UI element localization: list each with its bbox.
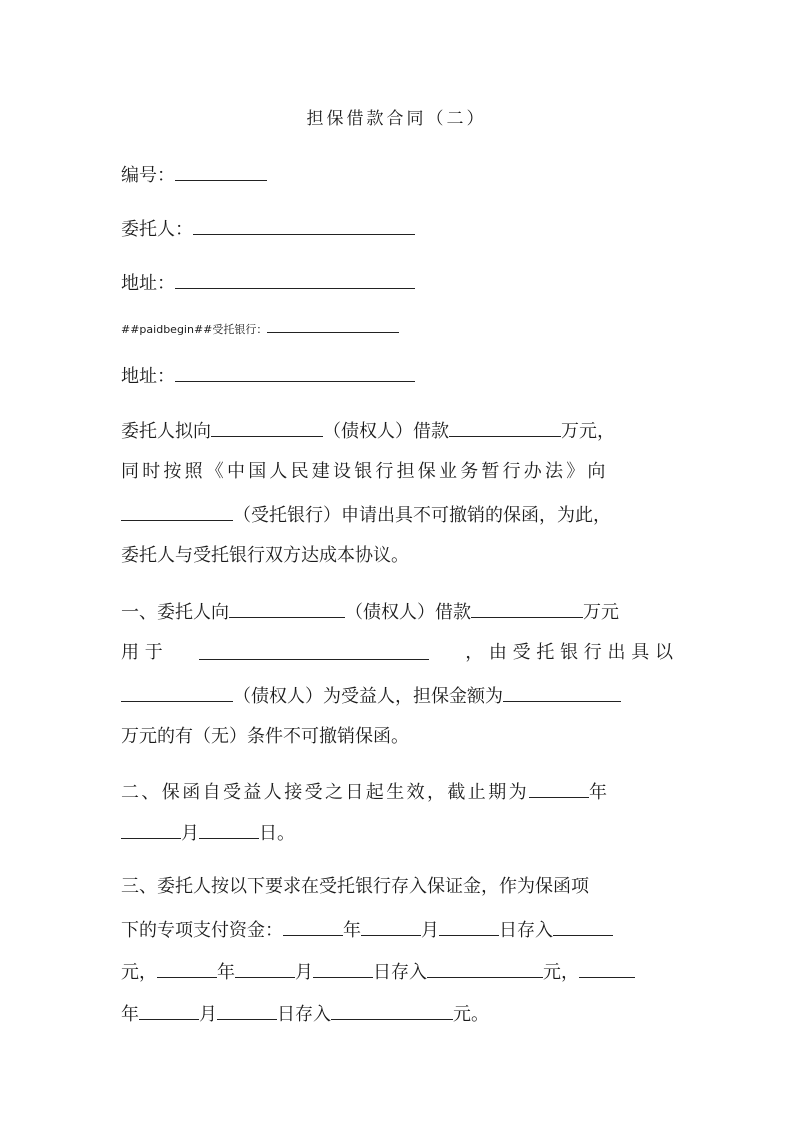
clause1-amount-blank[interactable] — [471, 599, 583, 618]
document-title: 担保借款合同（二） — [306, 109, 487, 129]
intro-line-1 — [121, 418, 615, 444]
clause2-line-2 — [121, 820, 295, 846]
clause3-text: 元。 — [453, 1004, 489, 1025]
clause3-line-1: 三、委托人按以下要求在受托银行存入保证金，作为保函项 — [121, 876, 589, 897]
clause1-creditor-blank[interactable] — [229, 599, 345, 618]
deposit1-amount-blank[interactable] — [553, 917, 613, 936]
address2-blank[interactable] — [175, 363, 415, 382]
clause1-text: 万元 — [583, 602, 619, 623]
address2-field — [121, 363, 415, 389]
address2-label: 地址： — [121, 366, 175, 387]
clause3-text: 年 — [343, 920, 361, 941]
expiry-month-blank[interactable] — [121, 820, 181, 839]
clause3-text: 日存入 — [277, 1004, 331, 1025]
clause2-text: 月 — [181, 823, 199, 844]
clause3-text: 月 — [295, 962, 313, 983]
intro-text: （受托银行）申请出具不可撤销的保函，为此， — [233, 505, 611, 526]
intro-text: （债权人）借款 — [323, 421, 449, 442]
deposit2-year-blank[interactable] — [157, 959, 217, 978]
beneficiary-blank[interactable] — [121, 683, 233, 702]
expiry-day-blank[interactable] — [199, 820, 259, 839]
expiry-year-blank[interactable] — [529, 779, 589, 798]
deposit2-month-blank[interactable] — [235, 959, 295, 978]
trustee-bank-blank[interactable] — [267, 321, 399, 333]
clause3-text: 下的专项支付资金： — [121, 920, 283, 941]
deposit1-day-blank[interactable] — [439, 917, 499, 936]
clause3-line-3 — [121, 959, 635, 985]
intro-text: 万元， — [561, 421, 615, 442]
creditor-blank[interactable] — [211, 418, 323, 437]
clause1-text: （债权人）借款 — [345, 602, 471, 623]
clause2-text: 二、保函自受益人接受之日起生效，截止期为 — [121, 782, 529, 803]
purpose-blank[interactable] — [199, 641, 429, 660]
trustee-bank-field — [121, 321, 399, 337]
number-label: 编号： — [121, 165, 175, 186]
clause3-text: 元， — [121, 962, 157, 983]
guarantee-amount-blank[interactable] — [503, 683, 621, 702]
loan-amount-blank[interactable] — [449, 418, 561, 437]
intro-text: 委托人拟向 — [121, 421, 211, 442]
clause3-text: 年 — [217, 962, 235, 983]
clause1-text: 用 于 — [121, 642, 163, 663]
clause3-text: 年 — [121, 1004, 139, 1025]
intro-line-3 — [121, 502, 611, 528]
clause2-text: 年 — [589, 782, 610, 803]
clause3-text: 日存入 — [499, 920, 553, 941]
principal-field — [121, 216, 415, 242]
number-field — [121, 162, 267, 188]
clause1-text: （债权人）为受益人，担保金额为 — [233, 686, 503, 707]
clause3-text: 月 — [199, 1004, 217, 1025]
clause2-line-1 — [121, 779, 609, 805]
clause3-text: 日存入 — [373, 962, 427, 983]
clause1-text: 一、委托人向 — [121, 602, 229, 623]
trustee-bank-name-blank[interactable] — [121, 502, 233, 521]
deposit3-amount-blank[interactable] — [331, 1001, 453, 1020]
intro-line-2: 同时按照《中国人民建设银行担保业务暂行办法》向 — [121, 461, 609, 482]
deposit3-year-blank[interactable] — [579, 959, 635, 978]
deposit1-month-blank[interactable] — [361, 917, 421, 936]
deposit2-day-blank[interactable] — [313, 959, 373, 978]
clause1-line-4: 万元的有（无）条件不可撤销保函。 — [121, 726, 409, 747]
address-label: 地址： — [121, 273, 175, 294]
clause3-line-4 — [121, 1001, 489, 1027]
clause1-line-3 — [121, 683, 621, 709]
clause2-text: 日。 — [259, 823, 295, 844]
principal-label: 委托人： — [121, 219, 193, 240]
number-blank[interactable] — [175, 162, 267, 181]
clause1-line-1 — [121, 599, 619, 625]
clause3-text: 元， — [543, 962, 579, 983]
deposit3-month-blank[interactable] — [139, 1001, 199, 1020]
deposit1-year-blank[interactable] — [283, 917, 343, 936]
address-blank[interactable] — [175, 270, 415, 289]
clause1-line-2 — [121, 641, 673, 665]
deposit2-amount-blank[interactable] — [427, 959, 543, 978]
clause1-text: ， 由 受 托 银 行 出 具 以 — [465, 642, 673, 663]
paid-marker-label: ##paidbegin##受托银行： — [121, 323, 268, 336]
clause3-line-2 — [121, 917, 613, 943]
deposit3-day-blank[interactable] — [217, 1001, 277, 1020]
address-field — [121, 270, 415, 296]
clause3-text: 月 — [421, 920, 439, 941]
principal-blank[interactable] — [193, 216, 415, 235]
intro-line-4: 委托人与受托银行双方达成本协议。 — [121, 545, 409, 566]
